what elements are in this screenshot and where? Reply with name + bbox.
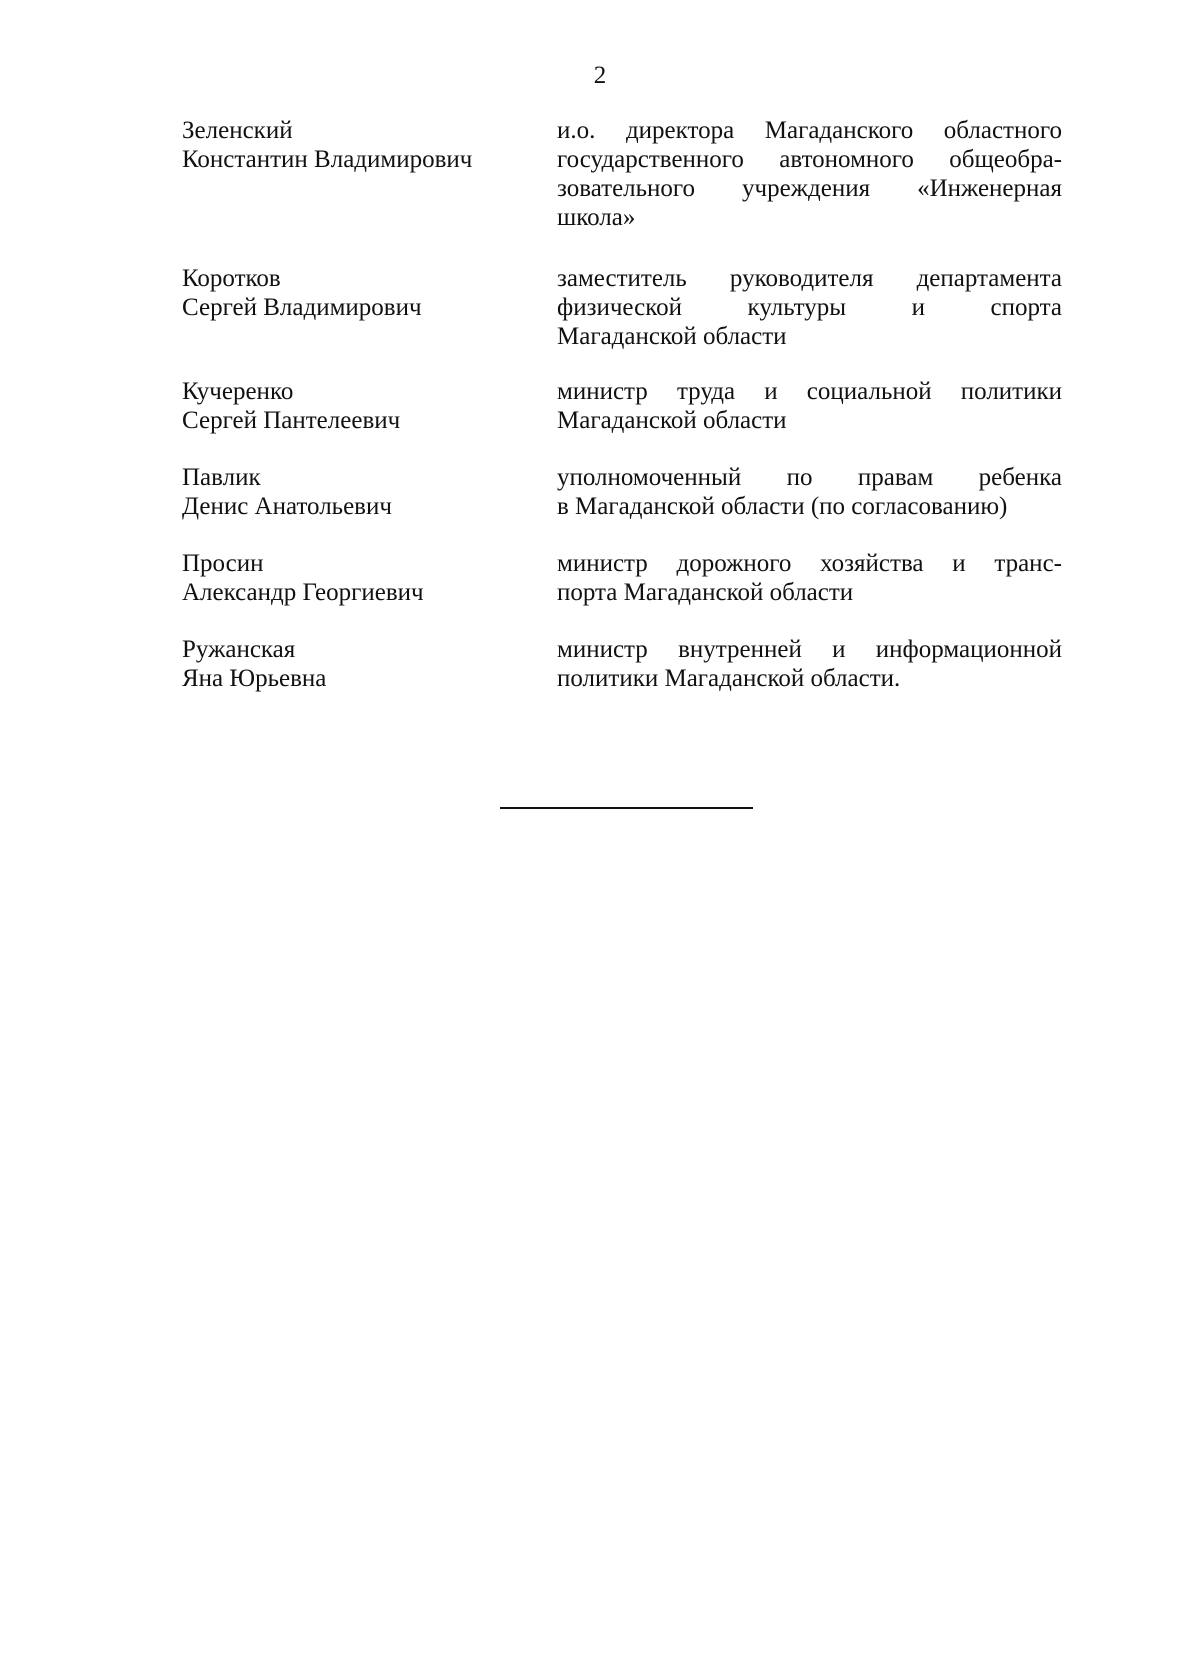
position-line: политики Магаданской области. [557, 665, 901, 692]
position-line: порта Магаданской области [557, 579, 854, 606]
member-given-names: Денис Анатольевич [182, 493, 392, 520]
closing-rule [500, 807, 753, 809]
position-line: в Магаданской области (по согласованию) [557, 493, 1008, 520]
member-position [557, 635, 1062, 693]
position-line: зовательного учреждения «Инженерная [557, 175, 1062, 202]
member-position [557, 116, 1062, 232]
position-line: государственного автономного общеобра- [557, 146, 1062, 173]
member-surname: Павлик [182, 464, 261, 491]
member-row [182, 377, 1062, 435]
position-line: уполномоченный по правам ребенка [557, 464, 1062, 491]
position-line: и.о. директора Магаданского областного [557, 117, 1062, 144]
member-name [182, 377, 557, 435]
member-surname: Просин [182, 550, 264, 577]
member-row [182, 549, 1062, 607]
member-name [182, 635, 557, 693]
position-line: министр труда и социальной политики [557, 378, 1062, 405]
position-line: министр дорожного хозяйства и транс- [557, 550, 1062, 577]
member-row [182, 264, 1062, 351]
member-given-names: Сергей Пантелеевич [182, 407, 401, 434]
member-row [182, 116, 1062, 232]
position-line: заместитель руководителя департамента [557, 265, 1062, 292]
member-surname: Кучеренко [182, 378, 294, 405]
member-given-names: Константин Владимирович [182, 146, 473, 173]
position-line: Магаданской области [557, 323, 787, 350]
member-name [182, 463, 557, 521]
member-list [182, 116, 1062, 693]
member-name [182, 116, 557, 174]
page-number: 2 [593, 62, 607, 89]
member-row [182, 463, 1062, 521]
member-given-names: Яна Юрьевна [182, 665, 327, 692]
position-line: министр внутренней и информационной [557, 636, 1062, 663]
position-line: физической культуры и спорта [557, 294, 1062, 321]
member-row [182, 635, 1062, 693]
member-position [557, 463, 1062, 521]
member-surname: Ружанская [182, 636, 296, 663]
member-position [557, 264, 1062, 351]
member-surname: Коротков [182, 265, 281, 292]
member-name [182, 549, 557, 607]
member-position [557, 549, 1062, 607]
member-surname: Зеленский [182, 117, 293, 144]
position-line: школа» [557, 204, 636, 231]
member-given-names: Александр Георгиевич [182, 579, 424, 606]
member-name [182, 264, 557, 322]
member-position [557, 377, 1062, 435]
position-line: Магаданской области [557, 407, 787, 434]
member-given-names: Сергей Владимирович [182, 294, 422, 321]
